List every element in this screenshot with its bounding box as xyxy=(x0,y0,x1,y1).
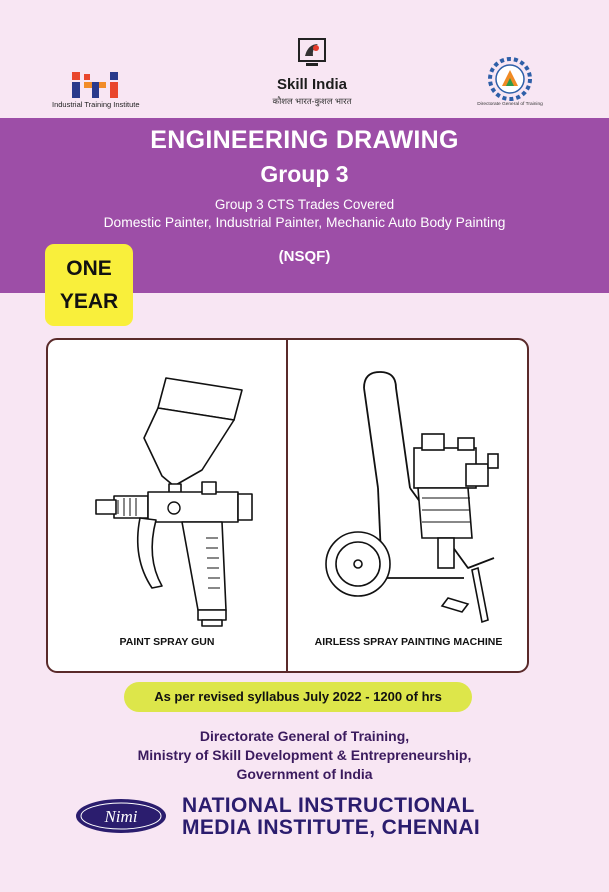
trades-heading: Group 3 CTS Trades Covered xyxy=(214,197,395,212)
trades-list: Domestic Painter, Industrial Painter, Mechanic Auto Body Painting xyxy=(103,215,506,230)
dgt-gear-icon xyxy=(480,56,540,102)
spray-machine-caption: AIRLESS SPRAY PAINTING MACHINE xyxy=(314,636,503,648)
publisher-line-2: Ministry of Skill Development & Entrepreneurship, xyxy=(137,747,472,763)
group-label: Group 3 xyxy=(260,161,349,187)
header-logos xyxy=(0,0,609,118)
iti-caption: Industrial Training Institute xyxy=(52,100,140,109)
nsqf-label: (NSQF) xyxy=(278,248,331,265)
skill-india-name: Skill India xyxy=(276,76,348,93)
illustration-frame xyxy=(46,338,529,673)
airless-spray-machine-illustration xyxy=(318,368,518,628)
nimi-name-line-2: MEDIA INSTITUTE, CHENNAI xyxy=(182,816,481,839)
skill-india-logo xyxy=(262,36,362,112)
publisher-line-3: Government of India xyxy=(236,766,373,782)
one-year-badge xyxy=(45,244,133,326)
frame-divider xyxy=(286,340,288,671)
book-title: ENGINEERING DRAWING xyxy=(150,126,459,154)
nimi-name-line-1: NATIONAL INSTRUCTIONAL xyxy=(182,794,475,817)
nimi-name xyxy=(182,795,480,839)
badge-line-one: ONE xyxy=(66,257,112,280)
iti-mark-icon xyxy=(70,70,140,98)
badge-line-two: YEAR xyxy=(59,290,119,313)
dgt-caption: Directorate General of Training xyxy=(477,102,543,107)
nimi-logo xyxy=(74,797,168,835)
nimi-logo-text: Nimi xyxy=(104,807,138,826)
skill-india-emblem-icon xyxy=(296,36,328,70)
dgt-logo xyxy=(477,56,543,112)
publisher-block xyxy=(0,727,609,784)
paint-spray-gun-illustration xyxy=(74,358,274,628)
publisher-line-1: Directorate General of Training, xyxy=(199,728,410,744)
iti-logo xyxy=(52,70,152,112)
spray-gun-caption: PAINT SPRAY GUN xyxy=(119,636,215,648)
skill-india-tagline: कौशल भारत-कुशल भारत xyxy=(272,96,352,106)
syllabus-note: As per revised syllabus July 2022 - 1200 of hrs xyxy=(124,682,472,712)
